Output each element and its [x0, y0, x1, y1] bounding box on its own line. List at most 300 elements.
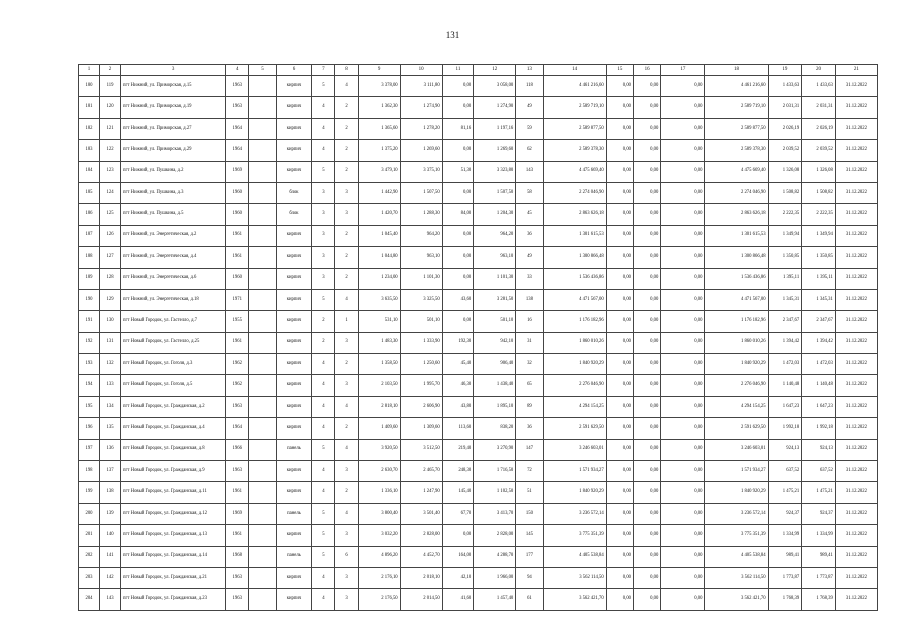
- table-cell: 4 294 154,25: [705, 396, 768, 417]
- table-cell: 1955: [226, 311, 249, 332]
- table-cell: 1 507,50: [474, 182, 516, 203]
- table-cell: кирпич: [276, 332, 312, 353]
- table-cell: 203: [79, 567, 100, 588]
- table-cell: 501,10: [400, 311, 442, 332]
- table-cell: 1963: [226, 76, 249, 97]
- address-cell: пгт Новый Городок, ул. Гражданская, д.12: [121, 503, 226, 524]
- table-cell: 31.12.2022: [835, 525, 877, 546]
- table-cell: 33: [516, 268, 543, 289]
- column-number: 21: [835, 65, 877, 76]
- table-cell: кирпич: [276, 118, 312, 139]
- table-cell: 123: [100, 161, 121, 182]
- table-cell: 180: [79, 76, 100, 97]
- table-cell: 1969: [226, 161, 249, 182]
- table-cell: 1963: [226, 567, 249, 588]
- table-cell: 36: [516, 418, 543, 439]
- table-cell: 4: [312, 589, 335, 610]
- table-cell: 1 101,30: [474, 268, 516, 289]
- table-cell: 81,16: [442, 118, 474, 139]
- table-cell: 531,10: [358, 311, 400, 332]
- table-cell: 4: [335, 289, 358, 310]
- table-cell: 62: [516, 140, 543, 161]
- table-cell: 1 394,42: [768, 332, 802, 353]
- table-cell: 1 345,31: [768, 289, 802, 310]
- table-cell: 2 276 046,90: [705, 375, 768, 396]
- table-cell: 3: [335, 461, 358, 482]
- table-cell: 31.12.2022: [835, 461, 877, 482]
- table-cell: 0,00: [634, 76, 661, 97]
- table-cell: [249, 461, 276, 482]
- table-cell: 0,00: [634, 204, 661, 225]
- table-row: [79, 140, 878, 161]
- table-cell: 2: [335, 418, 358, 439]
- table-cell: 0,00: [442, 311, 474, 332]
- table-cell: [249, 289, 276, 310]
- table-cell: 5: [312, 546, 335, 567]
- table-cell: 1 349,94: [768, 225, 802, 246]
- table-cell: 0,00: [606, 97, 633, 118]
- table-cell: 1963: [226, 97, 249, 118]
- table-cell: 0,00: [442, 268, 474, 289]
- table-cell: 3 920,50: [358, 439, 400, 460]
- table-cell: 1 768,39: [768, 589, 802, 610]
- table-cell: 3: [335, 332, 358, 353]
- table-cell: 3 501,40: [400, 503, 442, 524]
- table-cell: 1 365,60: [358, 118, 400, 139]
- table-cell: 1 362,30: [358, 97, 400, 118]
- table-cell: 43,60: [442, 289, 474, 310]
- table-cell: 0,00: [606, 589, 633, 610]
- table-cell: 124: [100, 182, 121, 203]
- table-cell: [249, 182, 276, 203]
- table-cell: 0,00: [661, 289, 705, 310]
- table-cell: 2 222,35: [802, 204, 836, 225]
- table-cell: кирпич: [276, 311, 312, 332]
- table-cell: 201: [79, 525, 100, 546]
- column-number: 10: [400, 65, 442, 76]
- table-cell: 2 606,90: [400, 396, 442, 417]
- table-cell: 3 281,50: [474, 289, 516, 310]
- table-cell: 2 591 629,50: [705, 418, 768, 439]
- table-cell: 1 457,40: [474, 589, 516, 610]
- table-cell: 4: [335, 396, 358, 417]
- table-cell: 120: [100, 97, 121, 118]
- table-cell: 65: [516, 375, 543, 396]
- table-cell: 49: [516, 247, 543, 268]
- table-cell: 4: [312, 375, 335, 396]
- table-cell: 1 507,50: [400, 182, 442, 203]
- table-cell: 3: [335, 204, 358, 225]
- table-cell: кирпич: [276, 589, 312, 610]
- table-cell: 1969: [226, 503, 249, 524]
- table-cell: 122: [100, 140, 121, 161]
- table-cell: 31.12.2022: [835, 375, 877, 396]
- column-number: 14: [543, 65, 606, 76]
- table-cell: 0,00: [661, 97, 705, 118]
- table-cell: 0,00: [634, 567, 661, 588]
- table-cell: 3 562 421,70: [705, 589, 768, 610]
- table-cell: 0,00: [634, 503, 661, 524]
- table-cell: [249, 161, 276, 182]
- table-cell: 3 800,40: [358, 503, 400, 524]
- table-cell: 1 409,60: [358, 418, 400, 439]
- table-cell: 964,20: [474, 225, 516, 246]
- table-cell: 31.12.2022: [835, 396, 877, 417]
- table-cell: 1 301 615,53: [543, 225, 606, 246]
- table-cell: 142: [100, 567, 121, 588]
- table-cell: 924,13: [802, 439, 836, 460]
- table-cell: 3 378,00: [358, 76, 400, 97]
- table-cell: 0,00: [634, 482, 661, 503]
- page-number: 131: [445, 30, 460, 40]
- table-cell: 5: [312, 439, 335, 460]
- table-cell: 4: [312, 97, 335, 118]
- table-cell: 4 452,70: [400, 546, 442, 567]
- column-number: 9: [358, 65, 400, 76]
- table-cell: 1 309,60: [400, 418, 442, 439]
- table-row: [79, 354, 878, 375]
- table-cell: 193: [79, 354, 100, 375]
- table-cell: 1961: [226, 332, 249, 353]
- table-cell: 121: [100, 118, 121, 139]
- table-cell: 0,00: [606, 332, 633, 353]
- column-number: 5: [249, 65, 276, 76]
- column-number-row: [79, 65, 878, 76]
- table-cell: [249, 354, 276, 375]
- address-cell: пгт Нижний, ул. Пушкина, д.5: [121, 204, 226, 225]
- table-cell: 0,00: [661, 311, 705, 332]
- table-cell: кирпич: [276, 525, 312, 546]
- table-cell: панель: [276, 439, 312, 460]
- table-cell: 31.12.2022: [835, 354, 877, 375]
- table-cell: 3 512,50: [400, 439, 442, 460]
- table-cell: 924,13: [768, 439, 802, 460]
- table-cell: 2 347,67: [802, 311, 836, 332]
- table-cell: 3 323,80: [474, 161, 516, 182]
- table-cell: 182: [79, 118, 100, 139]
- column-number: 3: [121, 65, 226, 76]
- address-cell: пгт Новый Городок, ул. Гастелло, д.7: [121, 311, 226, 332]
- column-number: 16: [634, 65, 661, 76]
- table-cell: блок: [276, 204, 312, 225]
- table-cell: 31.12.2022: [835, 97, 877, 118]
- table-cell: [249, 225, 276, 246]
- table-cell: 1 278,20: [400, 118, 442, 139]
- table-cell: 0,00: [634, 396, 661, 417]
- table-cell: 199: [79, 482, 100, 503]
- table-cell: [249, 503, 276, 524]
- table-cell: 1 269,60: [400, 140, 442, 161]
- table-cell: 0,00: [661, 268, 705, 289]
- table-cell: 1 394,42: [802, 332, 836, 353]
- table-cell: 31.12.2022: [835, 439, 877, 460]
- table-cell: [249, 375, 276, 396]
- table-cell: 1 269,60: [474, 140, 516, 161]
- table-cell: 45: [516, 204, 543, 225]
- table-row: [79, 567, 878, 588]
- table-cell: 118: [516, 76, 543, 97]
- table-cell: кирпич: [276, 354, 312, 375]
- table-cell: 31.12.2022: [835, 332, 877, 353]
- table-cell: 135: [100, 418, 121, 439]
- table-cell: 0,00: [634, 289, 661, 310]
- table-cell: 963,10: [400, 247, 442, 268]
- table-cell: 143: [100, 589, 121, 610]
- table-cell: 125: [100, 204, 121, 225]
- table-cell: 1 250,60: [400, 354, 442, 375]
- table-cell: 0,00: [661, 118, 705, 139]
- table-cell: кирпич: [276, 268, 312, 289]
- table-cell: 2 014,50: [400, 589, 442, 610]
- address-cell: пгт Нижний, ул. Энергетическая, д.18: [121, 289, 226, 310]
- table-cell: 0,00: [634, 140, 661, 161]
- table-cell: 6: [335, 546, 358, 567]
- table-cell: 198: [79, 461, 100, 482]
- table-cell: 1960: [226, 182, 249, 203]
- table-cell: 1 288,30: [400, 204, 442, 225]
- table-cell: [249, 97, 276, 118]
- table-cell: 164,00: [442, 546, 474, 567]
- table-cell: 0,00: [606, 418, 633, 439]
- table-cell: 838,20: [474, 418, 516, 439]
- table-cell: 0,00: [661, 140, 705, 161]
- table-cell: 0,00: [661, 482, 705, 503]
- table-cell: 200: [79, 503, 100, 524]
- table-cell: 4: [312, 418, 335, 439]
- table-cell: 2 103,50: [358, 375, 400, 396]
- table-cell: 0,00: [606, 268, 633, 289]
- table-cell: 31.12.2022: [835, 418, 877, 439]
- table-cell: 1 992,18: [802, 418, 836, 439]
- table-cell: 1 274,90: [400, 97, 442, 118]
- table-cell: 1: [335, 311, 358, 332]
- table-cell: 204: [79, 589, 100, 610]
- table-cell: 0,00: [661, 461, 705, 482]
- table-cell: 1 768,39: [802, 589, 836, 610]
- table-cell: 0,00: [606, 567, 633, 588]
- table-cell: 0,00: [606, 375, 633, 396]
- table-cell: 191: [79, 311, 100, 332]
- table-cell: 0,00: [442, 182, 474, 203]
- table-cell: 4 475 669,40: [543, 161, 606, 182]
- table-cell: 1 472,03: [768, 354, 802, 375]
- table-cell: 2 222,35: [768, 204, 802, 225]
- table-cell: 4 405 538,84: [543, 546, 606, 567]
- table-cell: 2 630,70: [358, 461, 400, 482]
- table-row: [79, 482, 878, 503]
- table-cell: 0,00: [634, 182, 661, 203]
- table-cell: 1 334,99: [802, 525, 836, 546]
- table-cell: блок: [276, 182, 312, 203]
- table-cell: 0,00: [634, 589, 661, 610]
- table-cell: 3: [335, 525, 358, 546]
- table-cell: 0,00: [634, 225, 661, 246]
- table-cell: 1 773,87: [768, 567, 802, 588]
- table-row: [79, 161, 878, 182]
- table-cell: 0,00: [661, 225, 705, 246]
- table-row: [79, 204, 878, 225]
- table-cell: 4 288,70: [474, 546, 516, 567]
- table-cell: 4: [312, 354, 335, 375]
- table-cell: 1 773,87: [802, 567, 836, 588]
- table-cell: 0,00: [661, 418, 705, 439]
- table-cell: 0,00: [606, 396, 633, 417]
- table-cell: 140: [100, 525, 121, 546]
- table-cell: 186: [79, 204, 100, 225]
- table-cell: 126: [100, 225, 121, 246]
- table-cell: 2 589 719,10: [543, 97, 606, 118]
- table-cell: 0,00: [634, 546, 661, 567]
- table-cell: [249, 482, 276, 503]
- table-cell: 3: [312, 225, 335, 246]
- table-cell: 31.12.2022: [835, 140, 877, 161]
- table-cell: 0,00: [634, 332, 661, 353]
- table-cell: 4: [312, 482, 335, 503]
- table-cell: 637,52: [802, 461, 836, 482]
- address-cell: пгт Новый Городок, ул. Гастелло, д.25: [121, 332, 226, 353]
- table-cell: 1 345,31: [802, 289, 836, 310]
- housing-registry-table: [78, 64, 878, 611]
- table-cell: 2 031,31: [768, 97, 802, 118]
- table-cell: 4 461 216,60: [543, 76, 606, 97]
- table-row: [79, 225, 878, 246]
- table-cell: 1961: [226, 525, 249, 546]
- table-cell: [249, 140, 276, 161]
- table-cell: 192,30: [442, 332, 474, 353]
- table-cell: 150: [516, 503, 543, 524]
- table-cell: 31.12.2022: [835, 225, 877, 246]
- table-cell: 0,00: [606, 482, 633, 503]
- table-cell: 248,30: [442, 461, 474, 482]
- table-cell: 2: [312, 311, 335, 332]
- table-cell: 0,00: [634, 97, 661, 118]
- table-cell: [249, 589, 276, 610]
- table-cell: 1964: [226, 418, 249, 439]
- table-cell: 1 350,85: [802, 247, 836, 268]
- column-number: 11: [442, 65, 474, 76]
- table-cell: 1 895,10: [474, 396, 516, 417]
- table-cell: 1 571 934,27: [705, 461, 768, 482]
- table-cell: 0,00: [606, 546, 633, 567]
- table-cell: 2 274 046,90: [705, 182, 768, 203]
- table-cell: [249, 546, 276, 567]
- table-cell: 58: [516, 182, 543, 203]
- table-cell: 0,00: [634, 525, 661, 546]
- table-cell: 0,00: [442, 525, 474, 546]
- table-cell: 1 647,23: [768, 396, 802, 417]
- table-row: [79, 332, 878, 353]
- table-cell: 0,00: [661, 182, 705, 203]
- table-cell: 177: [516, 546, 543, 567]
- table-cell: 1 995,70: [400, 375, 442, 396]
- table-cell: 2 818,10: [358, 396, 400, 417]
- table-cell: 1 840 920,29: [543, 354, 606, 375]
- table-cell: 183: [79, 140, 100, 161]
- table-row: [79, 546, 878, 567]
- table-cell: 192: [79, 332, 100, 353]
- table-cell: 3: [312, 247, 335, 268]
- table-cell: 1960: [226, 268, 249, 289]
- table-cell: 1 508,82: [802, 182, 836, 203]
- table-row: [79, 247, 878, 268]
- table-cell: 2: [335, 247, 358, 268]
- table-cell: 2 176,10: [358, 567, 400, 588]
- table-cell: [249, 268, 276, 289]
- table-cell: 3 236 572,14: [705, 503, 768, 524]
- table-cell: 3: [312, 268, 335, 289]
- table-cell: 1 300 866,48: [543, 247, 606, 268]
- address-cell: пгт Новый Городок, ул. Гоголя, д.3: [121, 354, 226, 375]
- table-cell: 1 326,08: [768, 161, 802, 182]
- address-cell: пгт Новый Городок, ул. Гражданская, д.8: [121, 439, 226, 460]
- table-cell: 127: [100, 247, 121, 268]
- address-cell: пгт Новый Городок, ул. Гражданская, д.13: [121, 525, 226, 546]
- table-cell: 1 840 920,29: [543, 482, 606, 503]
- table-cell: 2 863 626,18: [705, 204, 768, 225]
- table-row: [79, 268, 878, 289]
- table-cell: 3 246 603,01: [543, 439, 606, 460]
- table-cell: [249, 247, 276, 268]
- table-cell: 119: [100, 76, 121, 97]
- table-cell: 0,00: [634, 418, 661, 439]
- table-cell: 1 300 866,48: [705, 247, 768, 268]
- table-cell: 1 433,63: [768, 76, 802, 97]
- table-cell: 136: [100, 439, 121, 460]
- table-cell: 51,30: [442, 161, 474, 182]
- table-cell: 41,60: [442, 589, 474, 610]
- table-cell: 1 647,23: [802, 396, 836, 417]
- table-cell: кирпич: [276, 225, 312, 246]
- address-cell: пгт Нижний, ул. Приморская, д.19: [121, 97, 226, 118]
- table-cell: 129: [100, 289, 121, 310]
- table-cell: 188: [79, 247, 100, 268]
- table-cell: 989,41: [768, 546, 802, 567]
- table-cell: 4 896,20: [358, 546, 400, 567]
- table-cell: 196: [79, 418, 100, 439]
- table-cell: панель: [276, 546, 312, 567]
- table-cell: 31.12.2022: [835, 546, 877, 567]
- table-cell: кирпич: [276, 482, 312, 503]
- table-cell: 3 375,10: [400, 161, 442, 182]
- table-cell: [249, 567, 276, 588]
- table-cell: 2 176,50: [358, 589, 400, 610]
- table-cell: 0,00: [606, 247, 633, 268]
- table-cell: 0,00: [661, 247, 705, 268]
- table-cell: 219,40: [442, 439, 474, 460]
- table-cell: 1 197,16: [474, 118, 516, 139]
- table-cell: 181: [79, 97, 100, 118]
- table-cell: 84,00: [442, 204, 474, 225]
- table-cell: [249, 204, 276, 225]
- table-cell: 1963: [226, 461, 249, 482]
- table-cell: 4 461 216,60: [705, 76, 768, 97]
- table-cell: 1 571 934,27: [543, 461, 606, 482]
- table-cell: 0,00: [442, 97, 474, 118]
- table-cell: 0,00: [606, 503, 633, 524]
- table-cell: 0,00: [606, 182, 633, 203]
- table-cell: 0,00: [661, 354, 705, 375]
- table-cell: 202: [79, 546, 100, 567]
- table-cell: 2 589 378,30: [543, 140, 606, 161]
- table-cell: кирпич: [276, 567, 312, 588]
- table-cell: 31.12.2022: [835, 589, 877, 610]
- table-cell: 2 039,52: [802, 140, 836, 161]
- address-cell: пгт Новый Городок, ул. Гражданская, д.23: [121, 589, 226, 610]
- table-cell: 2 863 626,18: [543, 204, 606, 225]
- table-cell: 1 045,40: [358, 225, 400, 246]
- table-cell: 145: [516, 525, 543, 546]
- table-cell: 0,00: [606, 354, 633, 375]
